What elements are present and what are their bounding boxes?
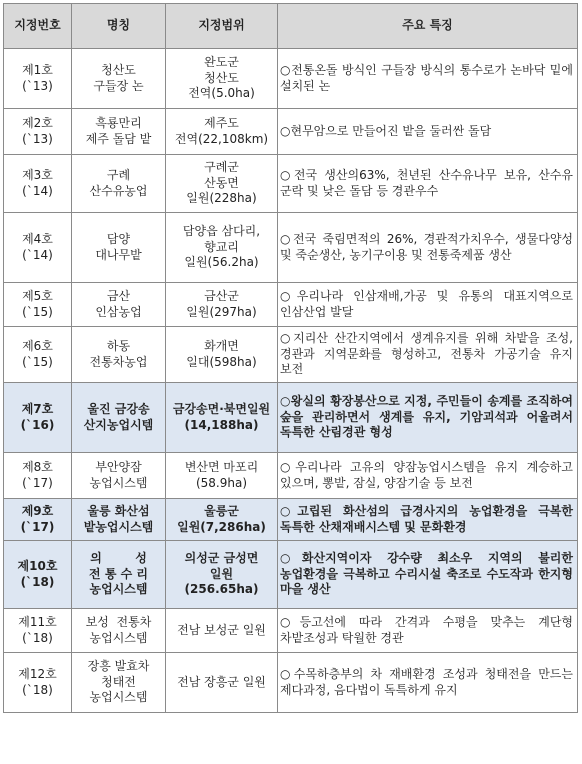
area-line: 화개면 <box>204 339 239 353</box>
designation-number: 제10호 <box>17 559 58 573</box>
area-line: 전역(22,108km) <box>174 131 269 146</box>
name-line: 청산도 <box>101 63 136 77</box>
area-line: (256.65ha) <box>184 582 259 597</box>
header-feature: 주요 특징 <box>278 4 578 49</box>
cell-feature: ○전국 죽림면적의 26%, 경관적가치우수, 생물다양성 및 죽순생산, 농기구이용 및 전통죽제품 생산 <box>278 213 578 283</box>
name-line: 금산 <box>106 289 131 303</box>
designation-number: 제6호 <box>22 339 53 353</box>
area-line: 산동면 <box>204 175 239 190</box>
name-line: 밭농업시스템 <box>83 519 154 534</box>
area-line: 청산도 <box>204 70 239 85</box>
cell-feature: ○왕실의 황장봉산으로 지정, 주민들이 송계를 조직하여 숲을 관리하면서 생계를 유지, 기암괴석과 어울려서 독특한 산림경관 형성 <box>278 383 578 453</box>
cell-area <box>166 541 278 609</box>
designation-year: (`14) <box>22 247 53 262</box>
table-row <box>4 499 578 541</box>
area-line: 제주도 <box>204 116 239 130</box>
designation-year: (`15) <box>22 354 53 369</box>
table-row <box>4 327 578 383</box>
table-header-row <box>4 4 578 49</box>
table-row <box>4 213 578 283</box>
area-line: (58.9ha) <box>195 475 248 490</box>
area-line: (14,188ha) <box>184 417 259 432</box>
name-line: 울진 금강송 <box>87 402 150 416</box>
cell-number <box>4 327 72 383</box>
name-line: 구례 <box>106 168 131 182</box>
area-line: 전남 보성군 일원 <box>177 622 266 637</box>
name-line: 농업시스템 <box>89 475 148 490</box>
name-line: 인삼농업 <box>95 304 142 319</box>
table-row <box>4 653 578 713</box>
header-name: 명칭 <box>72 4 166 49</box>
cell-name <box>72 213 166 283</box>
name-line: 부안양잠 <box>95 460 142 474</box>
area-line: 담양읍 삼다리, <box>182 224 261 239</box>
name-line: 농업시스템 <box>89 582 148 597</box>
cell-area <box>166 155 278 213</box>
area-line: 일원(228ha) <box>186 191 257 206</box>
cell-number <box>4 283 72 327</box>
table-row <box>4 453 578 499</box>
designation-number: 제12호 <box>18 667 57 681</box>
designation-year: (`13) <box>22 131 53 146</box>
cell-number <box>4 109 72 155</box>
area-line: 울릉군 <box>204 504 239 518</box>
designation-number: 제4호 <box>22 232 53 246</box>
cell-name <box>72 283 166 327</box>
cell-area <box>166 283 278 327</box>
table-row <box>4 109 578 155</box>
designation-number: 제2호 <box>22 116 53 130</box>
table-row <box>4 155 578 213</box>
cell-area <box>166 653 278 713</box>
cell-name <box>72 453 166 499</box>
area-line: 변산면 마포리 <box>184 460 259 474</box>
cell-feature: ○우리나라 고유의 양잠농업시스템을 유지 계승하고 있으며, 뽕밭, 잠실, 양잠기술 등 보전 <box>278 453 578 499</box>
name-line: 전통차농업 <box>89 354 148 369</box>
name-line: 대나무밭 <box>95 247 142 262</box>
name-line: 농업시스템 <box>89 630 148 645</box>
designation-year: (`15) <box>22 304 53 319</box>
cell-feature: ○전통온돌 방식인 구들장 방식의 통수로가 논바닥 밑에 설치된 논 <box>278 49 578 109</box>
designation-table-wrapper <box>3 3 577 713</box>
designation-year: (`14) <box>22 183 53 198</box>
cell-name <box>72 541 166 609</box>
name-line: 구들장 논 <box>93 78 144 93</box>
area-line: 일원(297ha) <box>186 304 257 319</box>
cell-number <box>4 499 72 541</box>
area-line: 금강송면·북면일원 <box>172 402 271 416</box>
designation-table <box>3 3 578 713</box>
name-line: 전 통 수 리 <box>89 566 148 581</box>
cell-area <box>166 499 278 541</box>
table-body <box>4 49 578 713</box>
cell-number <box>4 155 72 213</box>
header-number: 지정번호 <box>4 4 72 49</box>
cell-feature: ○현무암으로 만들어진 밭을 둘러싼 돌담 <box>278 109 578 155</box>
cell-name <box>72 49 166 109</box>
designation-number: 제8호 <box>22 460 53 474</box>
name-line: 보성 전통차 <box>85 615 152 629</box>
cell-feature: ○전국 생산의63%, 천년된 산수유나무 보유, 산수유 군락 및 낮은 돌담 등 경관우수 <box>278 155 578 213</box>
cell-name <box>72 653 166 713</box>
name-line: 의 성 <box>90 551 147 566</box>
designation-year: (`17) <box>20 519 55 534</box>
table-row <box>4 49 578 109</box>
area-line: 완도군 <box>204 55 239 70</box>
cell-name <box>72 609 166 653</box>
cell-name <box>72 155 166 213</box>
designation-number: 제5호 <box>22 289 53 303</box>
name-line: 하동 <box>106 339 131 353</box>
cell-area <box>166 109 278 155</box>
designation-number: 제3호 <box>22 168 53 182</box>
cell-area <box>166 327 278 383</box>
cell-number <box>4 49 72 109</box>
designation-year: (`16) <box>20 417 55 432</box>
cell-area <box>166 383 278 453</box>
area-line: 전남 장흥군 일원 <box>177 674 266 689</box>
cell-area <box>166 49 278 109</box>
cell-name <box>72 109 166 155</box>
designation-number: 제9호 <box>21 504 54 518</box>
table-row <box>4 541 578 609</box>
table-row <box>4 283 578 327</box>
name-line: 담양 <box>106 232 131 246</box>
table-row <box>4 609 578 653</box>
area-line: 의성군 금성면 <box>184 551 259 566</box>
cell-feature: ○수목하층부의 차 재배환경 조성과 청태전을 만드는 제다과정, 음다법이 독특하게 유지 <box>278 653 578 713</box>
cell-feature: ○우리나라 인삼재배,가공 및 유통의 대표지역으로 인삼산업 발달 <box>278 283 578 327</box>
name-line: 산수유농업 <box>89 183 148 198</box>
cell-area <box>166 453 278 499</box>
header-area: 지정범위 <box>166 4 278 49</box>
table-row <box>4 383 578 453</box>
designation-year: (`18) <box>22 630 53 645</box>
designation-year: (`13) <box>22 78 53 93</box>
area-line: 금산군 <box>204 289 239 303</box>
cell-area <box>166 213 278 283</box>
area-line: 일원 <box>209 566 234 581</box>
cell-number <box>4 453 72 499</box>
cell-number <box>4 213 72 283</box>
area-line: 일대(598ha) <box>186 354 257 369</box>
area-line: 향교리 <box>204 239 239 254</box>
area-line: 일원(56.2ha) <box>184 255 259 270</box>
designation-number: 제11호 <box>18 615 57 629</box>
designation-year: (`18) <box>20 574 55 589</box>
cell-feature: ○지리산 산간지역에서 생계유지를 위해 차밭을 조성, 경관과 지역문화를 형성하고, 전통차 가공기술 유지 보전 <box>278 327 578 383</box>
name-line: 울릉 화산섬 <box>87 504 150 518</box>
name-line: 제주 돌담 밭 <box>85 131 152 146</box>
cell-feature: ○화산지역이자 강수량 최소우 지역의 불리한 농업환경을 극복하고 수리시설 축조로 수도작과 한지형 마을 생산 <box>278 541 578 609</box>
designation-year: (`18) <box>22 682 53 697</box>
designation-number: 제1호 <box>22 63 53 77</box>
cell-name <box>72 383 166 453</box>
designation-number: 제7호 <box>21 402 54 416</box>
name-line: 흑룡만리 <box>95 116 142 130</box>
cell-feature: ○고립된 화산섬의 급경사지의 농업환경을 극복한 독특한 산채재배시스템 및 문화환경 <box>278 499 578 541</box>
area-line: 전역(5.0ha) <box>188 86 255 101</box>
area-line: 구례군 <box>204 160 239 175</box>
cell-number <box>4 383 72 453</box>
name-line: 산지농업시템 <box>83 417 154 432</box>
name-line: 장흥 발효차 <box>87 659 150 674</box>
designation-year: (`17) <box>22 475 53 490</box>
name-line: 청태전 <box>101 674 136 689</box>
cell-number <box>4 653 72 713</box>
name-line: 농업시스템 <box>89 690 148 705</box>
cell-feature: ○등고선에 따라 간격과 수평을 맞추는 계단형 차밭조성과 탁월한 경관 <box>278 609 578 653</box>
cell-area <box>166 609 278 653</box>
cell-number <box>4 609 72 653</box>
cell-name <box>72 327 166 383</box>
cell-name <box>72 499 166 541</box>
area-line: 일원(7,286ha) <box>177 519 266 534</box>
cell-number <box>4 541 72 609</box>
